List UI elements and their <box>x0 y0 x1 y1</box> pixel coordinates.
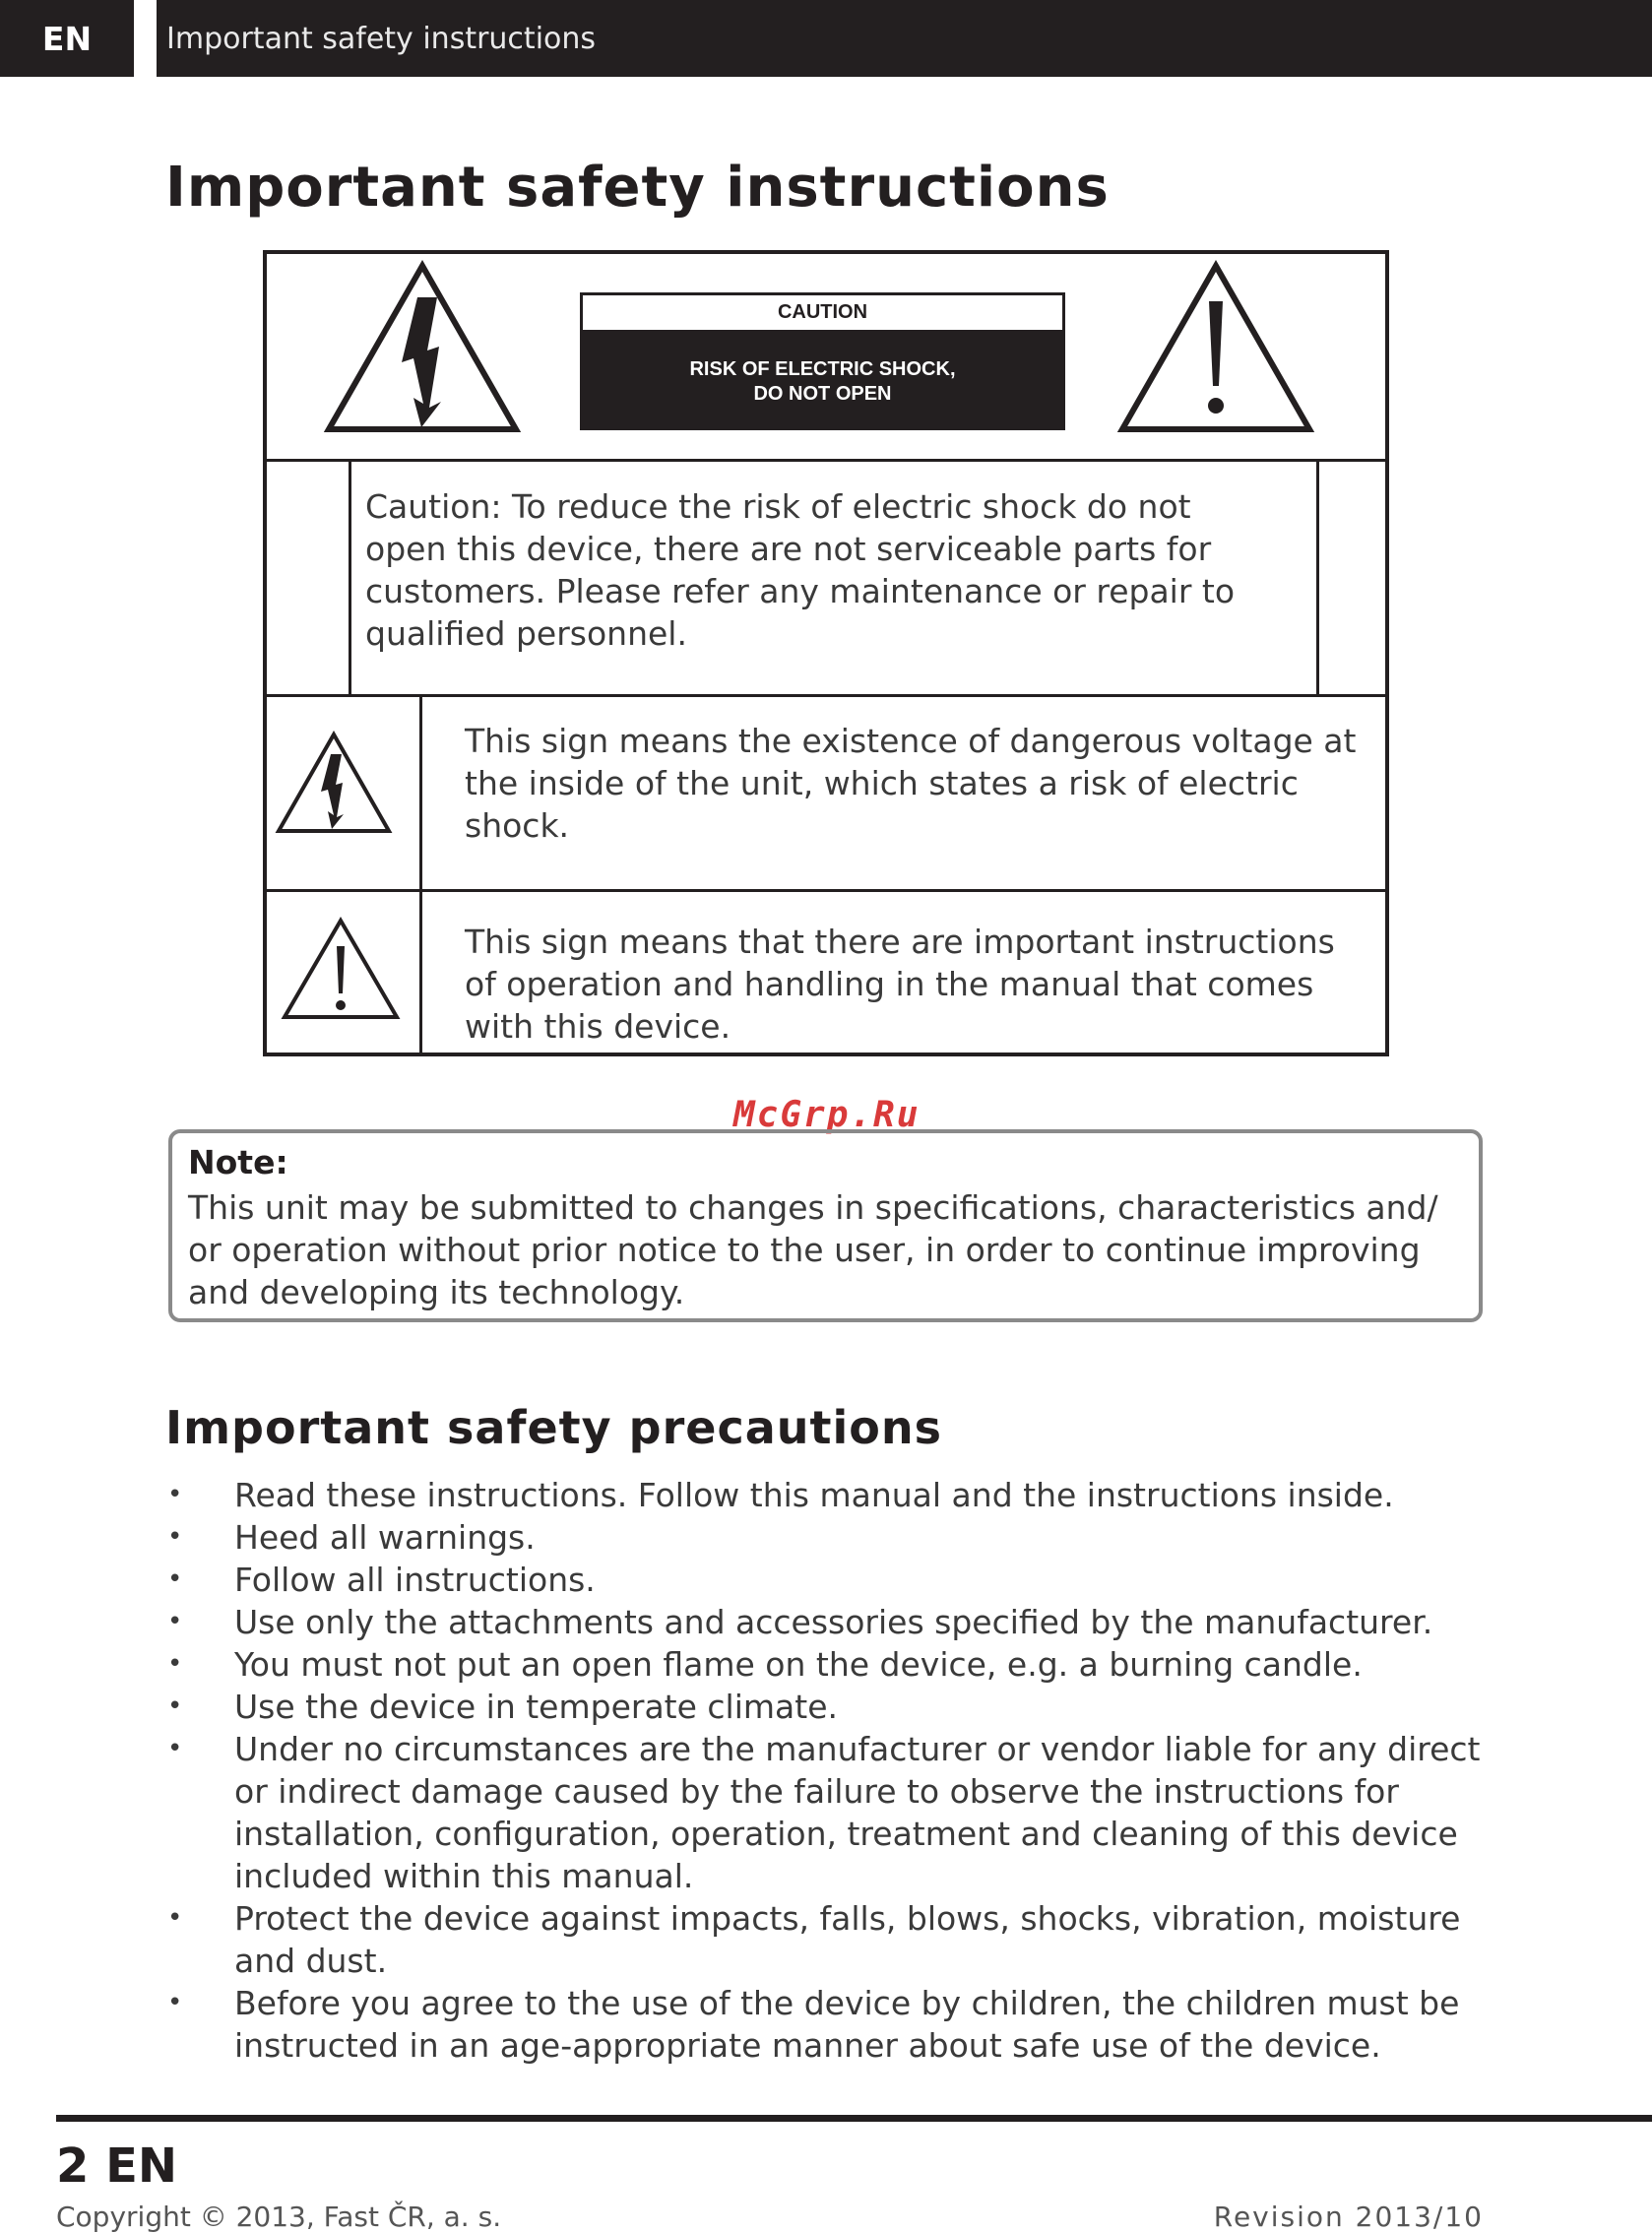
footer-divider <box>56 2115 1652 2122</box>
header-section-title: Important safety instructions <box>157 0 1652 77</box>
important-instructions-icon <box>281 917 401 1021</box>
caution-text: Caution: To reduce the risk of electric shock do not open this device, there are not serviceable parts for customers. Please refer any maintenance or repair to qualified personnel. <box>365 487 1236 653</box>
risk-of-shock-label <box>580 333 1065 430</box>
page-number: 2 EN <box>56 2138 178 2194</box>
list-item: • Under no circumstances are the manufacturer or vendor liable for any direct or indirect damage caused by the failure to observe the instructions for installation, configuration, operation, treatment and cleaning of this device included within this manual. <box>165 1728 1485 1897</box>
note-title: Note: <box>188 1143 288 1181</box>
list-item: • Before you agree to the use of the device by children, the children must be instructed in an age-appropriate manner about safe use of the device. <box>165 1982 1485 2067</box>
voltage-sign-text: This sign means the existence of dangerous voltage at the inside of the unit, which states a risk of electric shock. <box>465 722 1357 845</box>
list-item: • You must not put an open flame on the device, e.g. a burning candle. <box>165 1643 1485 1686</box>
list-item: • Protect the device against impacts, falls, blows, shocks, vibration, moisture and dust. <box>165 1897 1485 1982</box>
list-item: • Follow all instructions. <box>165 1559 1485 1601</box>
list-item: • Heed all warnings. <box>165 1516 1485 1559</box>
language-tab: EN <box>0 0 134 77</box>
copyright: Copyright © 2013, Fast ČR, a. s. <box>56 2201 502 2233</box>
precautions-list <box>165 1474 1485 2067</box>
list-item: • Read these instructions. Follow this manual and the instructions inside. <box>165 1474 1485 1516</box>
list-item: • Use only the attachments and accessories specified by the manufacturer. <box>165 1601 1485 1643</box>
exclamation-warning-icon <box>1116 260 1315 435</box>
risk-line-2: DO NOT OPEN <box>753 382 892 405</box>
page-title: Important safety instructions <box>165 156 1110 220</box>
electric-shock-warning-icon <box>323 260 522 435</box>
caution-label: CAUTION <box>580 292 1065 333</box>
list-item: • Use the device in temperate climate. <box>165 1686 1485 1728</box>
exclamation-sign-text: This sign means that there are important instructions of operation and handling in the manual that comes with this device. <box>465 923 1335 1046</box>
precautions-title: Important safety precautions <box>165 1401 943 1454</box>
note-text: This unit may be submitted to changes in specifications, characteristics and/ or operation without prior notice to the user, in order to continue improving and developing its technology. <box>188 1188 1438 1311</box>
watermark: McGrp.Ru <box>733 1095 921 1135</box>
risk-line-1: RISK OF ELECTRIC SHOCK, <box>689 357 956 380</box>
dangerous-voltage-icon <box>275 731 393 835</box>
revision: Revision 2013/10 <box>1213 2201 1484 2233</box>
